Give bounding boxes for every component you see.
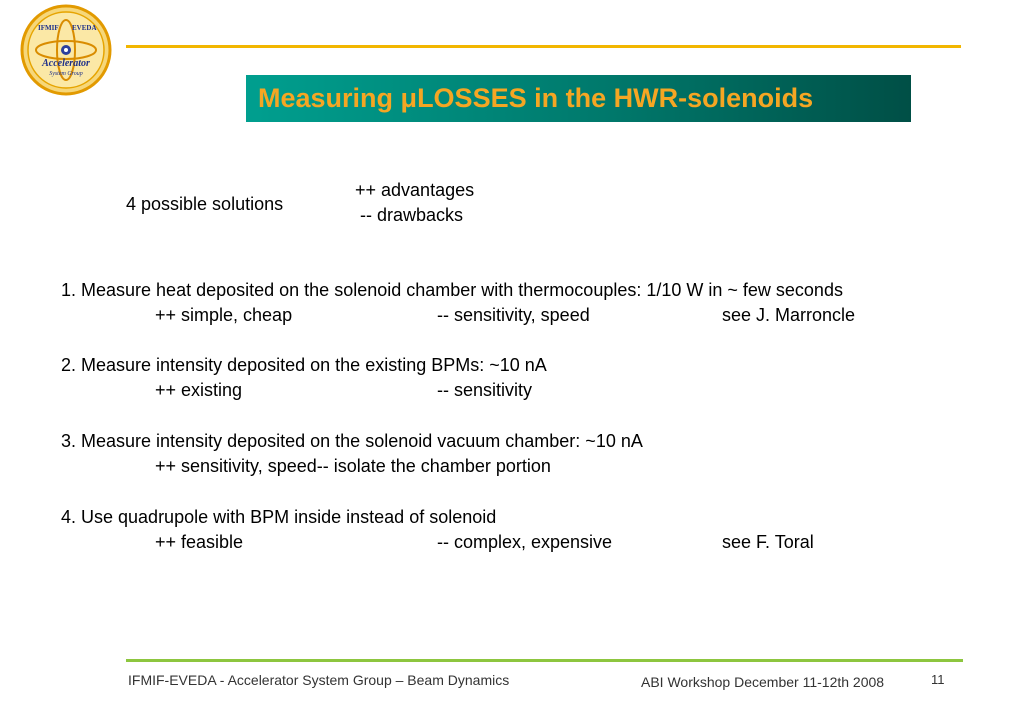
solution-3-heading: 3. Measure intensity deposited on the solenoid vacuum chamber: ~10 nA <box>61 431 643 451</box>
page-number: 11 <box>931 672 945 687</box>
solution-1-ref: see J. Marroncle <box>722 305 856 325</box>
solution-1-heading: 1. Measure heat deposited on the solenoid chamber with thermocouples: 1/10 W in ~ few seconds <box>61 280 843 300</box>
title-rest: LOSSES in the HWR-solenoids <box>417 83 814 113</box>
bottom-divider <box>126 659 963 662</box>
advantages-legend: ++ advantages <box>355 180 475 200</box>
solution-3-proscons <box>155 455 551 477</box>
top-divider <box>126 45 961 48</box>
logo-text-system-group: System Group <box>49 71 83 77</box>
title-mu-symbol: μ <box>400 83 418 113</box>
solution-4-pro: ++ feasible <box>155 532 244 552</box>
solution-2-pro: ++ existing <box>155 380 243 400</box>
solution-4-con: -- complex, expensive <box>437 532 613 552</box>
solution-4-heading: 4. Use quadrupole with BPM inside instead of solenoid <box>61 507 497 527</box>
logo-text-ifmif: IFMIF <box>38 24 59 32</box>
footer-event: ABI Workshop December 11-12th 2008 <box>641 674 885 690</box>
solution-3-pro: ++ sensitivity, speed <box>155 456 317 476</box>
solution-1-pro: ++ simple, cheap <box>155 305 293 325</box>
solution-2-con: -- sensitivity <box>437 380 533 400</box>
solution-1-con: -- sensitivity, speed <box>437 305 590 325</box>
footer-group-name: IFMIF-EVEDA - Accelerator System Group – Beam Dynamics <box>128 672 510 688</box>
title-banner <box>246 75 911 122</box>
logo-text-accelerator: Accelerator <box>42 58 90 69</box>
logo-text-eveda: EVEDA <box>72 24 97 32</box>
title-prefix: Measuring <box>258 83 401 113</box>
possible-solutions-label: 4 possible solutions <box>126 194 284 214</box>
solution-4-ref: see F. Toral <box>722 532 814 552</box>
solution-3-con: -- isolate the chamber portion <box>316 456 551 476</box>
slide-title <box>258 83 813 113</box>
logo-graphic <box>20 4 112 96</box>
solution-2-heading: 2. Measure intensity deposited on the existing BPMs: ~10 nA <box>61 355 547 375</box>
accelerator-group-logo <box>20 4 112 96</box>
drawbacks-legend: -- drawbacks <box>360 205 464 225</box>
